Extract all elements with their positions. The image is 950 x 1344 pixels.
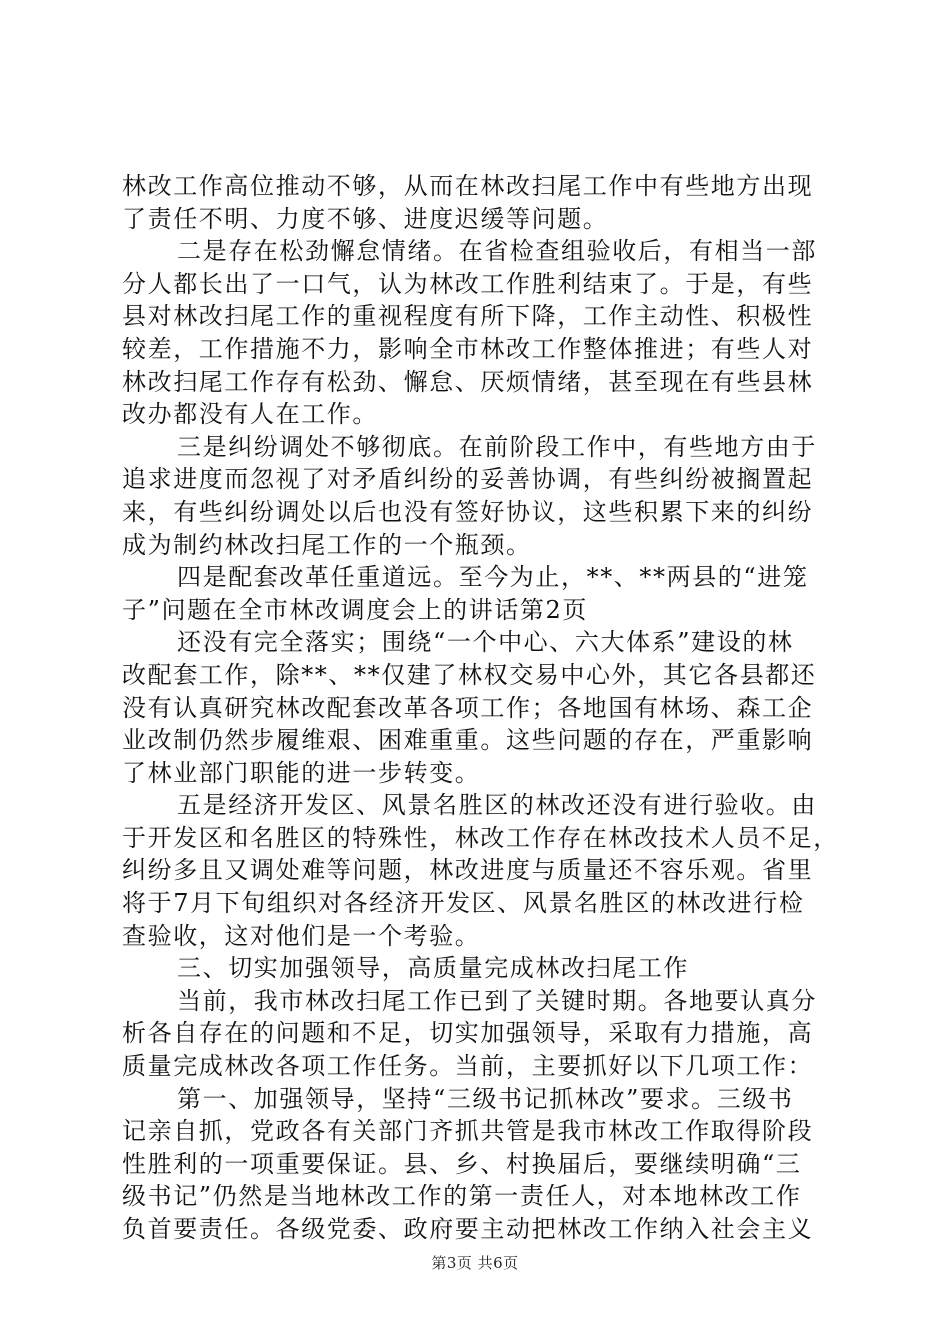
- text-line: 当前，我市林改扫尾工作已到了关键时期。各地要认真分: [177, 986, 817, 1015]
- text-line: 析各自存在的问题和不足，切实加强领导，采取有力措施，高: [122, 1019, 814, 1048]
- text-line: 还没有完全落实；围绕“一个中心、六大体系”建设的林: [177, 628, 794, 657]
- text-line: 五是经济开发区、风景名胜区的林改还没有进行验收。由: [177, 791, 817, 820]
- text-line: 性胜利的一项重要保证。县、乡、村换届后，要继续明确“三: [122, 1149, 802, 1178]
- text-line: 子”问题在全市林改调度会上的讲话第2页: [122, 595, 588, 624]
- text-line: 第一、加强领导，坚持“三级书记抓林改”要求。三级书: [177, 1084, 794, 1113]
- text-line: 了责任不明、力度不够、进度迟缓等问题。: [122, 204, 609, 233]
- text-line: 四是配套改革任重道远。至今为止，**、**两县的“进笼: [177, 563, 809, 592]
- text-line: 记亲自抓，党政各有关部门齐抓共管是我市林改工作取得阶段: [122, 1117, 814, 1146]
- text-line: 三、切实加强领导，高质量完成林改扫尾工作: [177, 954, 689, 983]
- text-line: 负首要责任。各级党委、政府要主动把林改工作纳入社会主义: [122, 1215, 814, 1243]
- text-line: 林改扫尾工作存有松劲、懈怠、厌烦情绪，甚至现在有些县林: [122, 367, 814, 396]
- text-line: 二是存在松劲懈怠情绪。在省检查组验收后，有相当一部: [177, 237, 817, 266]
- text-line: 了林业部门职能的进一步转变。: [122, 758, 481, 787]
- text-line: 分人都长出了一口气，认为林改工作胜利结束了。于是，有些: [122, 269, 814, 298]
- text-line: 较差，工作措施不力，影响全市林改工作整体推进；有些人对: [122, 334, 814, 363]
- text-line: 改办都没有人在工作。: [122, 400, 378, 429]
- text-line: 追求进度而忽视了对矛盾纠纷的妥善协调，有些纠纷被搁置起: [122, 465, 814, 494]
- text-line: 没有认真研究林改配套改革各项工作；各地国有林场、森工企: [122, 693, 814, 722]
- text-line: 三是纠纷调处不够彻底。在前阶段工作中，有些地方由于: [177, 432, 817, 461]
- text-line: 来，有些纠纷调处以后也没有签好协议，这些积累下来的纠纷: [122, 497, 814, 526]
- text-line: 级书记”仍然是当地林改工作的第一责任人，对本地林改工作: [122, 1182, 802, 1211]
- document-body: [122, 170, 839, 1246]
- text-line: 改配套工作，除**、**仅建了林权交易中心外，其它各县都还: [122, 660, 817, 689]
- text-line: 成为制约林改扫尾工作的一个瓶颈。: [122, 530, 532, 559]
- page-footer: 第3页 共6页: [431, 1254, 519, 1272]
- text-line: 纠纷多且又调处难等问题，林改进度与质量还不容乐观。省里: [122, 856, 814, 885]
- text-line: 将于7月下旬组织对各经济开发区、风景名胜区的林改进行检: [122, 889, 805, 918]
- text-line: 县对林改扫尾工作的重视程度有所下降，工作主动性、积极性: [122, 302, 814, 331]
- text-line: 林改工作高位推动不够，从而在林改扫尾工作中有些地方出现: [122, 172, 814, 200]
- text-line: 查验收，这对他们是一个考验。: [122, 921, 481, 950]
- text-line: 于开发区和名胜区的特殊性，林改工作存在林改技术人员不足，: [122, 823, 839, 852]
- text-line: 质量完成林改各项工作任务。当前，主要抓好以下几项工作：: [122, 1052, 814, 1081]
- text-line: 业改制仍然步履维艰、困难重重。这些问题的存在，严重影响: [122, 726, 814, 755]
